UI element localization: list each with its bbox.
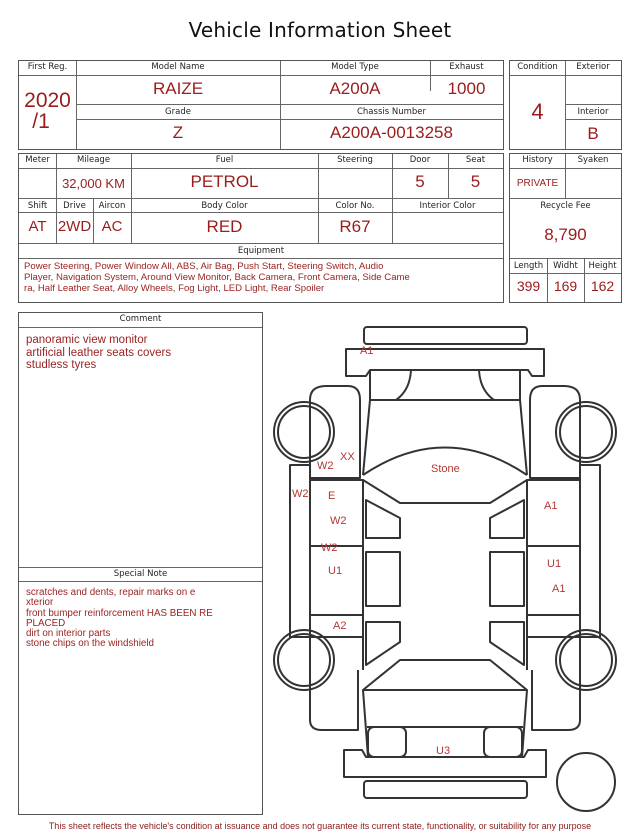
comment-line: panoramic view monitor [26, 334, 148, 346]
right-front-door [527, 480, 580, 546]
damage-right-front-door: A1 [544, 500, 558, 512]
mileage-value: 32,000 KM [62, 176, 125, 191]
history-label: History [522, 155, 553, 165]
hood-right-curve [479, 370, 494, 400]
front-left-wheel [274, 402, 334, 462]
model-name-label: Model Name [151, 62, 205, 72]
chassis-label: Chassis Number [356, 107, 427, 117]
door-value: 5 [415, 172, 425, 191]
length-value: 399 [516, 278, 541, 294]
drive-label: Drive [63, 201, 86, 211]
special-note-line: xterior [26, 597, 54, 609]
exhaust-label: Exhaust [449, 62, 484, 72]
comment-line: studless tyres [26, 359, 97, 371]
rear-window [363, 660, 527, 690]
condition-label: Condition [517, 62, 558, 72]
syaken-label: Syaken [577, 155, 609, 165]
damage-left-front-door-e: E [328, 490, 336, 502]
special-note-line: stone chips on the windshield [26, 638, 154, 650]
damage-right-rear-door-a1: A1 [552, 583, 566, 595]
right-side-rail [580, 465, 600, 637]
right-rear-door [527, 546, 580, 615]
left-front-window [366, 500, 400, 538]
special-note-line: dirt on interior parts [26, 628, 111, 640]
chassis-value: A200A-0013258 [330, 123, 453, 142]
shift-label: Shift [27, 201, 48, 211]
steering-label: Steering [337, 155, 373, 165]
interior-value: B [587, 124, 599, 143]
damage-front-left-fender: W2 [317, 460, 334, 472]
left-rear-window [366, 552, 400, 606]
damage-rear-bumper: U3 [436, 745, 451, 757]
disclaimer-footer: This sheet reflects the vehicle's condition at issuance and does not guarantee its current state, functionality, or suitability for any purpose [48, 821, 592, 831]
special-note-line: front bumper reinforcement HAS BEEN RE [26, 607, 213, 619]
grade-label: Grade [165, 107, 191, 117]
width-value: 169 [553, 278, 578, 294]
damage-left-front-door-w2: W2 [330, 515, 347, 527]
condition-table [509, 60, 622, 150]
color-no-value: R67 [339, 217, 371, 236]
left-front-door [310, 480, 363, 546]
hood [370, 370, 520, 400]
right-rear-window [490, 552, 524, 606]
equipment-line: Player, Navigation System, Around View Monitor, Back Camera, Front Camera, Side Came [24, 272, 410, 283]
drive-value: 2WD [57, 218, 92, 235]
equipment-label: Equipment [237, 246, 285, 256]
interior-color-label: Interior Color [419, 201, 476, 211]
equipment-line: ra, Half Leather Seat, Alloy Wheels, Fog Light, LED Light, Rear Spoiler [24, 283, 325, 294]
mileage-label: Mileage [76, 155, 111, 165]
body-right-line [520, 400, 527, 475]
special-note-line: PLACED [26, 617, 66, 629]
interior-label: Interior [577, 107, 609, 117]
damage-left-door-edge: W2 [321, 542, 338, 554]
seat-value: 5 [470, 172, 481, 191]
comment-text [26, 334, 171, 372]
first-reg-month: /1 [32, 110, 50, 133]
recycle-fee-label: Recycle Fee [540, 201, 591, 211]
body-color-value: RED [206, 217, 243, 236]
shift-value: AT [28, 218, 47, 235]
condition-grade: 4 [531, 99, 544, 124]
front-bumper [346, 349, 544, 376]
front-right-wheel [556, 402, 616, 462]
hood-left-curve [396, 370, 411, 400]
history-table [509, 153, 622, 303]
rear-bumper-bottom [364, 781, 527, 798]
aircon-value: AC [101, 218, 123, 235]
length-label: Length [513, 261, 544, 271]
special-note-line: scratches and dents, repair marks on e [26, 587, 196, 598]
rear-left-wheel [274, 630, 334, 690]
right-quarter-window [490, 622, 524, 665]
width-label: Widht [553, 261, 578, 271]
right-front-window [490, 500, 524, 538]
spare-tire [557, 753, 615, 811]
specs-table [18, 153, 504, 303]
model-type-label: Model Type [331, 62, 379, 72]
rear-right-wheel [556, 630, 616, 690]
damage-left-rear-fender: A2 [333, 620, 347, 632]
color-no-label: Color No. [335, 201, 375, 211]
grade-value: Z [172, 123, 184, 142]
first-reg-label: First Reg. [27, 62, 68, 72]
special-note-text [26, 588, 213, 650]
body-left-line [363, 400, 370, 475]
page-title: Vehicle Information Sheet [188, 18, 452, 42]
exhaust-value: 1000 [447, 79, 486, 98]
roof-front [363, 480, 527, 503]
height-value: 162 [590, 278, 615, 294]
front-bumper-top [364, 327, 527, 344]
recycle-fee-value: 8,790 [544, 225, 587, 244]
basic-info-table [18, 60, 504, 150]
height-label: Height [588, 261, 617, 271]
damage-front-bumper: A1 [360, 345, 374, 357]
aircon-label: Aircon [98, 201, 126, 211]
rear-right-light [484, 727, 522, 757]
damage-front-left-xx: XX [340, 451, 355, 463]
model-name-value: RAIZE [152, 79, 204, 98]
equipment-line: Power Steering, Power Window All, ABS, Air Bag, Push Start, Steering Switch, Audio [24, 261, 384, 272]
body-color-label: Body Color [201, 201, 248, 211]
damage-left-rear-door: U1 [328, 565, 343, 577]
comment-label: Comment [119, 314, 162, 324]
rear-left-light [368, 727, 406, 757]
damage-windshield: Stone [431, 463, 460, 475]
first-reg-year: 2020 [24, 89, 71, 112]
exterior-label: Exterior [576, 62, 610, 72]
model-type-value: A200A [329, 79, 381, 98]
damage-left-pillar: W2 [292, 488, 309, 500]
meter-label: Meter [25, 155, 50, 165]
fuel-value: PETROL [190, 172, 259, 191]
comment-box [18, 312, 263, 815]
special-note-label: Special Note [113, 569, 168, 579]
fuel-label: Fuel [215, 155, 234, 165]
door-label: Door [409, 155, 431, 165]
damage-right-rear-door-u1: U1 [547, 558, 562, 570]
left-quarter-window [366, 622, 400, 665]
left-rear-door [310, 546, 363, 615]
history-value: PRIVATE [516, 178, 559, 189]
comment-line: artificial leather seats covers [26, 346, 172, 359]
seat-label: Seat [465, 155, 486, 165]
equipment-list [24, 261, 410, 294]
